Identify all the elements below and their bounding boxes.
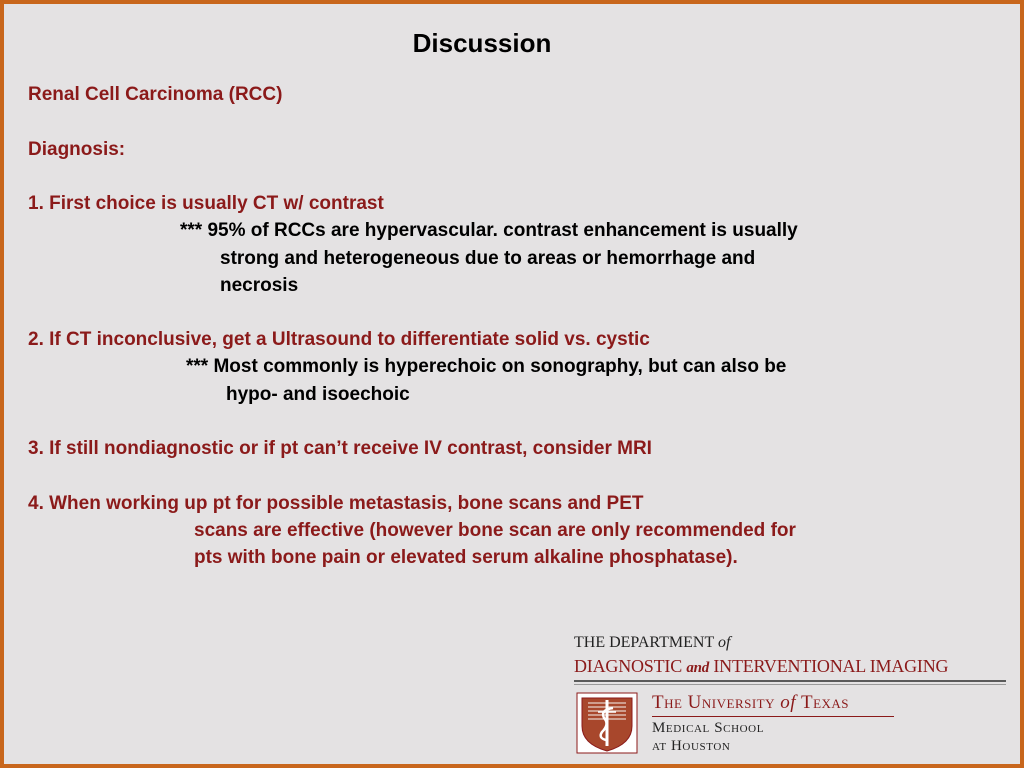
department-name-line-2	[574, 656, 948, 677]
department-name-of: of	[717, 634, 731, 651]
item-1-note-line-1: *** 95% of RCCs are hypervascular. contrast enhancement is usually	[180, 220, 798, 241]
university-name-texas: Texas	[800, 692, 850, 713]
item-1-heading: 1. First choice is usually CT w/ contrast	[28, 193, 384, 214]
item-4-line-2: scans are effective (however bone scan are only recommended for	[194, 520, 796, 541]
item-2-note-line-2: hypo- and isoechoic	[226, 384, 410, 405]
department-name-line-1	[574, 634, 730, 652]
university-underline	[652, 716, 894, 717]
slide-title: Discussion	[412, 28, 552, 58]
item-1-note-line-3: necrosis	[220, 275, 299, 296]
university-name-of: of	[780, 692, 797, 713]
item-4-line-3: pts with bone pain or elevated serum alkaline phosphatase).	[194, 547, 738, 568]
item-3-heading: 3. If still nondiagnostic or if pt can’t receive IV contrast, consider MRI	[28, 438, 652, 459]
diagnosis-label: Diagnosis:	[28, 139, 126, 160]
item-4-line-1: 4. When working up pt for possible metastasis, bone scans and PET	[28, 493, 644, 514]
medical-school-line-1: Medical School	[652, 720, 765, 736]
university-seal-icon	[576, 692, 638, 754]
university-name-main: The University	[652, 692, 776, 713]
department-name-and: and	[686, 660, 710, 676]
medical-school-line-2: at Houston	[652, 738, 731, 754]
department-name-interventional: INTERVENTIONAL IMAGING	[713, 656, 949, 676]
item-1-note-line-2: strong and heterogeneous due to areas or hemorrhage and	[220, 248, 756, 269]
department-name-diagnostic: DIAGNOSTIC	[574, 656, 682, 676]
subtitle: Renal Cell Carcinoma (RCC)	[28, 84, 283, 105]
item-2-note-line-1: *** Most commonly is hyperechoic on sonography, but can also be	[186, 356, 787, 377]
department-name-main: THE DEPARTMENT	[574, 634, 714, 651]
university-name	[652, 692, 849, 714]
logo-divider	[574, 680, 1006, 682]
logo-divider-thin	[574, 684, 1006, 685]
item-2-heading: 2. If CT inconclusive, get a Ultrasound to differentiate solid vs. cystic	[28, 329, 650, 350]
